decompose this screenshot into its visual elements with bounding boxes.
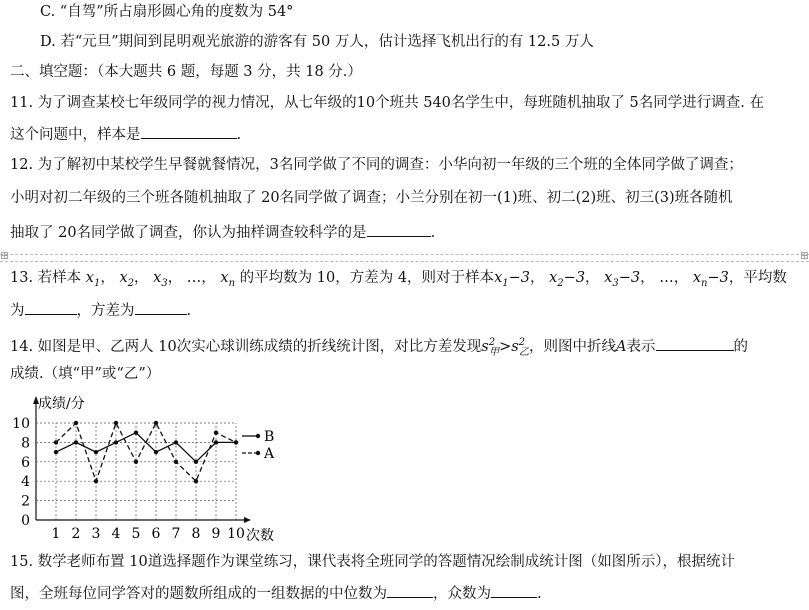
q15-median-blank[interactable] bbox=[387, 583, 433, 598]
q11-text: 这个问题中，样本是 bbox=[10, 127, 141, 143]
q13-var-xn: $x_n$ bbox=[220, 270, 236, 289]
series-A-point-1 bbox=[54, 440, 58, 444]
series-B-point-8 bbox=[194, 460, 198, 464]
q14-line2: 成绩.（填“甲”或“乙”） bbox=[10, 366, 161, 382]
q14-line1: 14. 如图是甲、乙两人 10次实心球训练成绩的折线统计图，对比方差发现$s^2_甲>s^2_乙$，则图中折线A表示 的 bbox=[10, 337, 749, 358]
q13-var-x2: $x_2$ bbox=[119, 270, 135, 289]
q11-line2 bbox=[10, 124, 241, 145]
y-tick-label-2: 2 bbox=[21, 493, 30, 510]
q11-period: . bbox=[236, 127, 242, 143]
series-A-point-5 bbox=[134, 460, 138, 464]
y-tick-label-8: 8 bbox=[21, 435, 30, 452]
chart-grid bbox=[36, 423, 236, 520]
y-tick-label-6: 6 bbox=[21, 454, 30, 471]
series-A-point-4 bbox=[114, 421, 118, 425]
q12-period: . bbox=[430, 225, 436, 241]
chart-legend bbox=[242, 429, 275, 462]
q14-var-yi: $s^2_乙$ bbox=[511, 337, 530, 358]
series-B-point-1 bbox=[54, 450, 58, 454]
series-B-point-6 bbox=[154, 450, 158, 454]
y-axis-title: 成绩/分 bbox=[38, 396, 85, 412]
series-B-point-5 bbox=[134, 431, 138, 435]
q13-var-x1: $x_1$ bbox=[85, 270, 101, 289]
legend-marker-A bbox=[256, 451, 260, 455]
x-tick-label-4: 4 bbox=[111, 526, 121, 542]
q13-expr-3: $x_3-3$ bbox=[604, 270, 641, 289]
q11-answer-blank[interactable] bbox=[141, 124, 237, 139]
x-tick-label-6: 6 bbox=[151, 526, 161, 542]
q15-mode-blank[interactable] bbox=[491, 583, 537, 598]
q11-line1: 11. 为了调查某校七年级同学的视力情况，从七年级的10个班共 540名学生中，每班随机抽取了 5名同学进行调查. 在 bbox=[10, 95, 764, 111]
y-tick-label-0: 0 bbox=[21, 513, 30, 529]
q14-line-label: A bbox=[616, 338, 627, 355]
line-chart bbox=[8, 390, 308, 550]
x-tick-label-8: 8 bbox=[191, 526, 201, 542]
series-B-point-7 bbox=[174, 440, 178, 444]
series-line-A bbox=[56, 423, 236, 481]
q14-var-jia: $s^2_甲$ bbox=[481, 337, 500, 358]
series-A-point-9 bbox=[214, 431, 218, 435]
q12-line3 bbox=[10, 222, 435, 243]
q15-line1: 15. 数学老师布置 10道选择题作为课堂练习，课代表将全班同学的答题情况绘制成统计图（如图所示），根据统计 bbox=[10, 554, 735, 570]
x-tick-label-9: 9 bbox=[211, 526, 221, 542]
y-tick-label-4: 4 bbox=[21, 474, 30, 491]
q13-mean-blank[interactable] bbox=[25, 300, 77, 315]
series-A-point-2 bbox=[74, 421, 78, 425]
option-d: D. 若“元旦”期间到昆明观光旅游的游客有 50 万人，估计选择飞机出行的有 12.5 万人 bbox=[40, 34, 594, 50]
series-B-point-9 bbox=[214, 440, 218, 444]
x-axis-arrow bbox=[244, 517, 251, 523]
option-c: C. “自驾”所占扇形圆心角的度数为 54° bbox=[40, 4, 294, 20]
page-separator bbox=[0, 249, 809, 262]
series-B-point-4 bbox=[114, 440, 118, 444]
series-A-point-10 bbox=[234, 440, 238, 444]
q13-expr-n: $x_n-3$ bbox=[692, 270, 729, 289]
section-heading: 二、填空题：（本大题共 6 题，每题 3 分，共 18 分.） bbox=[10, 64, 362, 80]
series-A-point-6 bbox=[154, 421, 158, 425]
series-line-B bbox=[56, 433, 236, 462]
q13-text-end: ，平均数 bbox=[728, 270, 787, 286]
x-tick-label-5: 5 bbox=[131, 526, 141, 542]
series-A-point-3 bbox=[94, 479, 98, 483]
q13-line1: 13. 若样本 $x_1$， $x_2$， $x_3$， …， $x_n$ 的平均数为 10，方差为 4，则对于样本$x_1-3$， $x_2-3$， $x_3-3$， …， $x_n-3$，平均数 bbox=[10, 270, 787, 289]
chart-series bbox=[54, 421, 238, 484]
q13-line2: 为 ，方差为 . bbox=[10, 300, 191, 321]
q12-text: 抽取了 20名同学做了调查，你认为抽样调查较科学的是 bbox=[10, 225, 367, 241]
series-A-point-8 bbox=[194, 479, 198, 483]
x-tick-label-1: 1 bbox=[51, 526, 61, 542]
x-tick-label-2: 2 bbox=[71, 526, 81, 542]
x-tick-label-3: 3 bbox=[91, 526, 101, 542]
separator-mark-left: ⊞ bbox=[0, 249, 10, 262]
q14-intro: 14. 如图是甲、乙两人 10次实心球训练成绩的折线统计图，对比方差发现 bbox=[10, 338, 482, 355]
q13-intro: 13. 若样本 bbox=[10, 270, 82, 286]
x-tick-label-10: 10 bbox=[227, 526, 245, 542]
series-B-point-2 bbox=[74, 440, 78, 444]
series-B-point-3 bbox=[94, 450, 98, 454]
q13-text-mid: 的平均数为 10，方差为 4，则对于样本 bbox=[239, 270, 495, 286]
legend-label-A: A bbox=[264, 446, 275, 462]
legend-marker-B bbox=[256, 434, 260, 438]
q15-line2: 图，全班每位同学答对的题数所组成的一组数据的中位数为 ，众数为 . bbox=[10, 583, 542, 604]
q12-line1: 12. 为了解初中某校学生早餐就餐情况，3名同学做了不同的调查：小华向初一年级的三个班的全体同学做了调查； bbox=[10, 157, 743, 173]
separator-mark-right: ⊞ bbox=[799, 249, 809, 262]
q13-ellipsis: … bbox=[186, 270, 202, 286]
q14-answer-blank[interactable] bbox=[656, 336, 734, 351]
x-tick-label-7: 7 bbox=[171, 526, 181, 542]
legend-label-B: B bbox=[264, 429, 275, 445]
q12-answer-blank[interactable] bbox=[367, 222, 431, 237]
q13-expr-2: $x_2-3$ bbox=[549, 270, 586, 289]
q13-expr-1: $x_1-3$ bbox=[494, 270, 530, 289]
q12-line2: 小明对初二年级的三个班各随机抽取了 20名同学做了调查；小兰分别在初一(1)班、初二(2)班、初三(3)班各随机 bbox=[10, 190, 733, 206]
y-tick-label-10: 10 bbox=[12, 416, 30, 432]
x-axis-title: 次数 bbox=[246, 528, 274, 544]
chart-axes bbox=[12, 395, 274, 544]
q13-var-x3: $x_3$ bbox=[153, 270, 168, 289]
q13-variance-blank[interactable] bbox=[135, 300, 187, 315]
series-A-point-7 bbox=[174, 460, 178, 464]
